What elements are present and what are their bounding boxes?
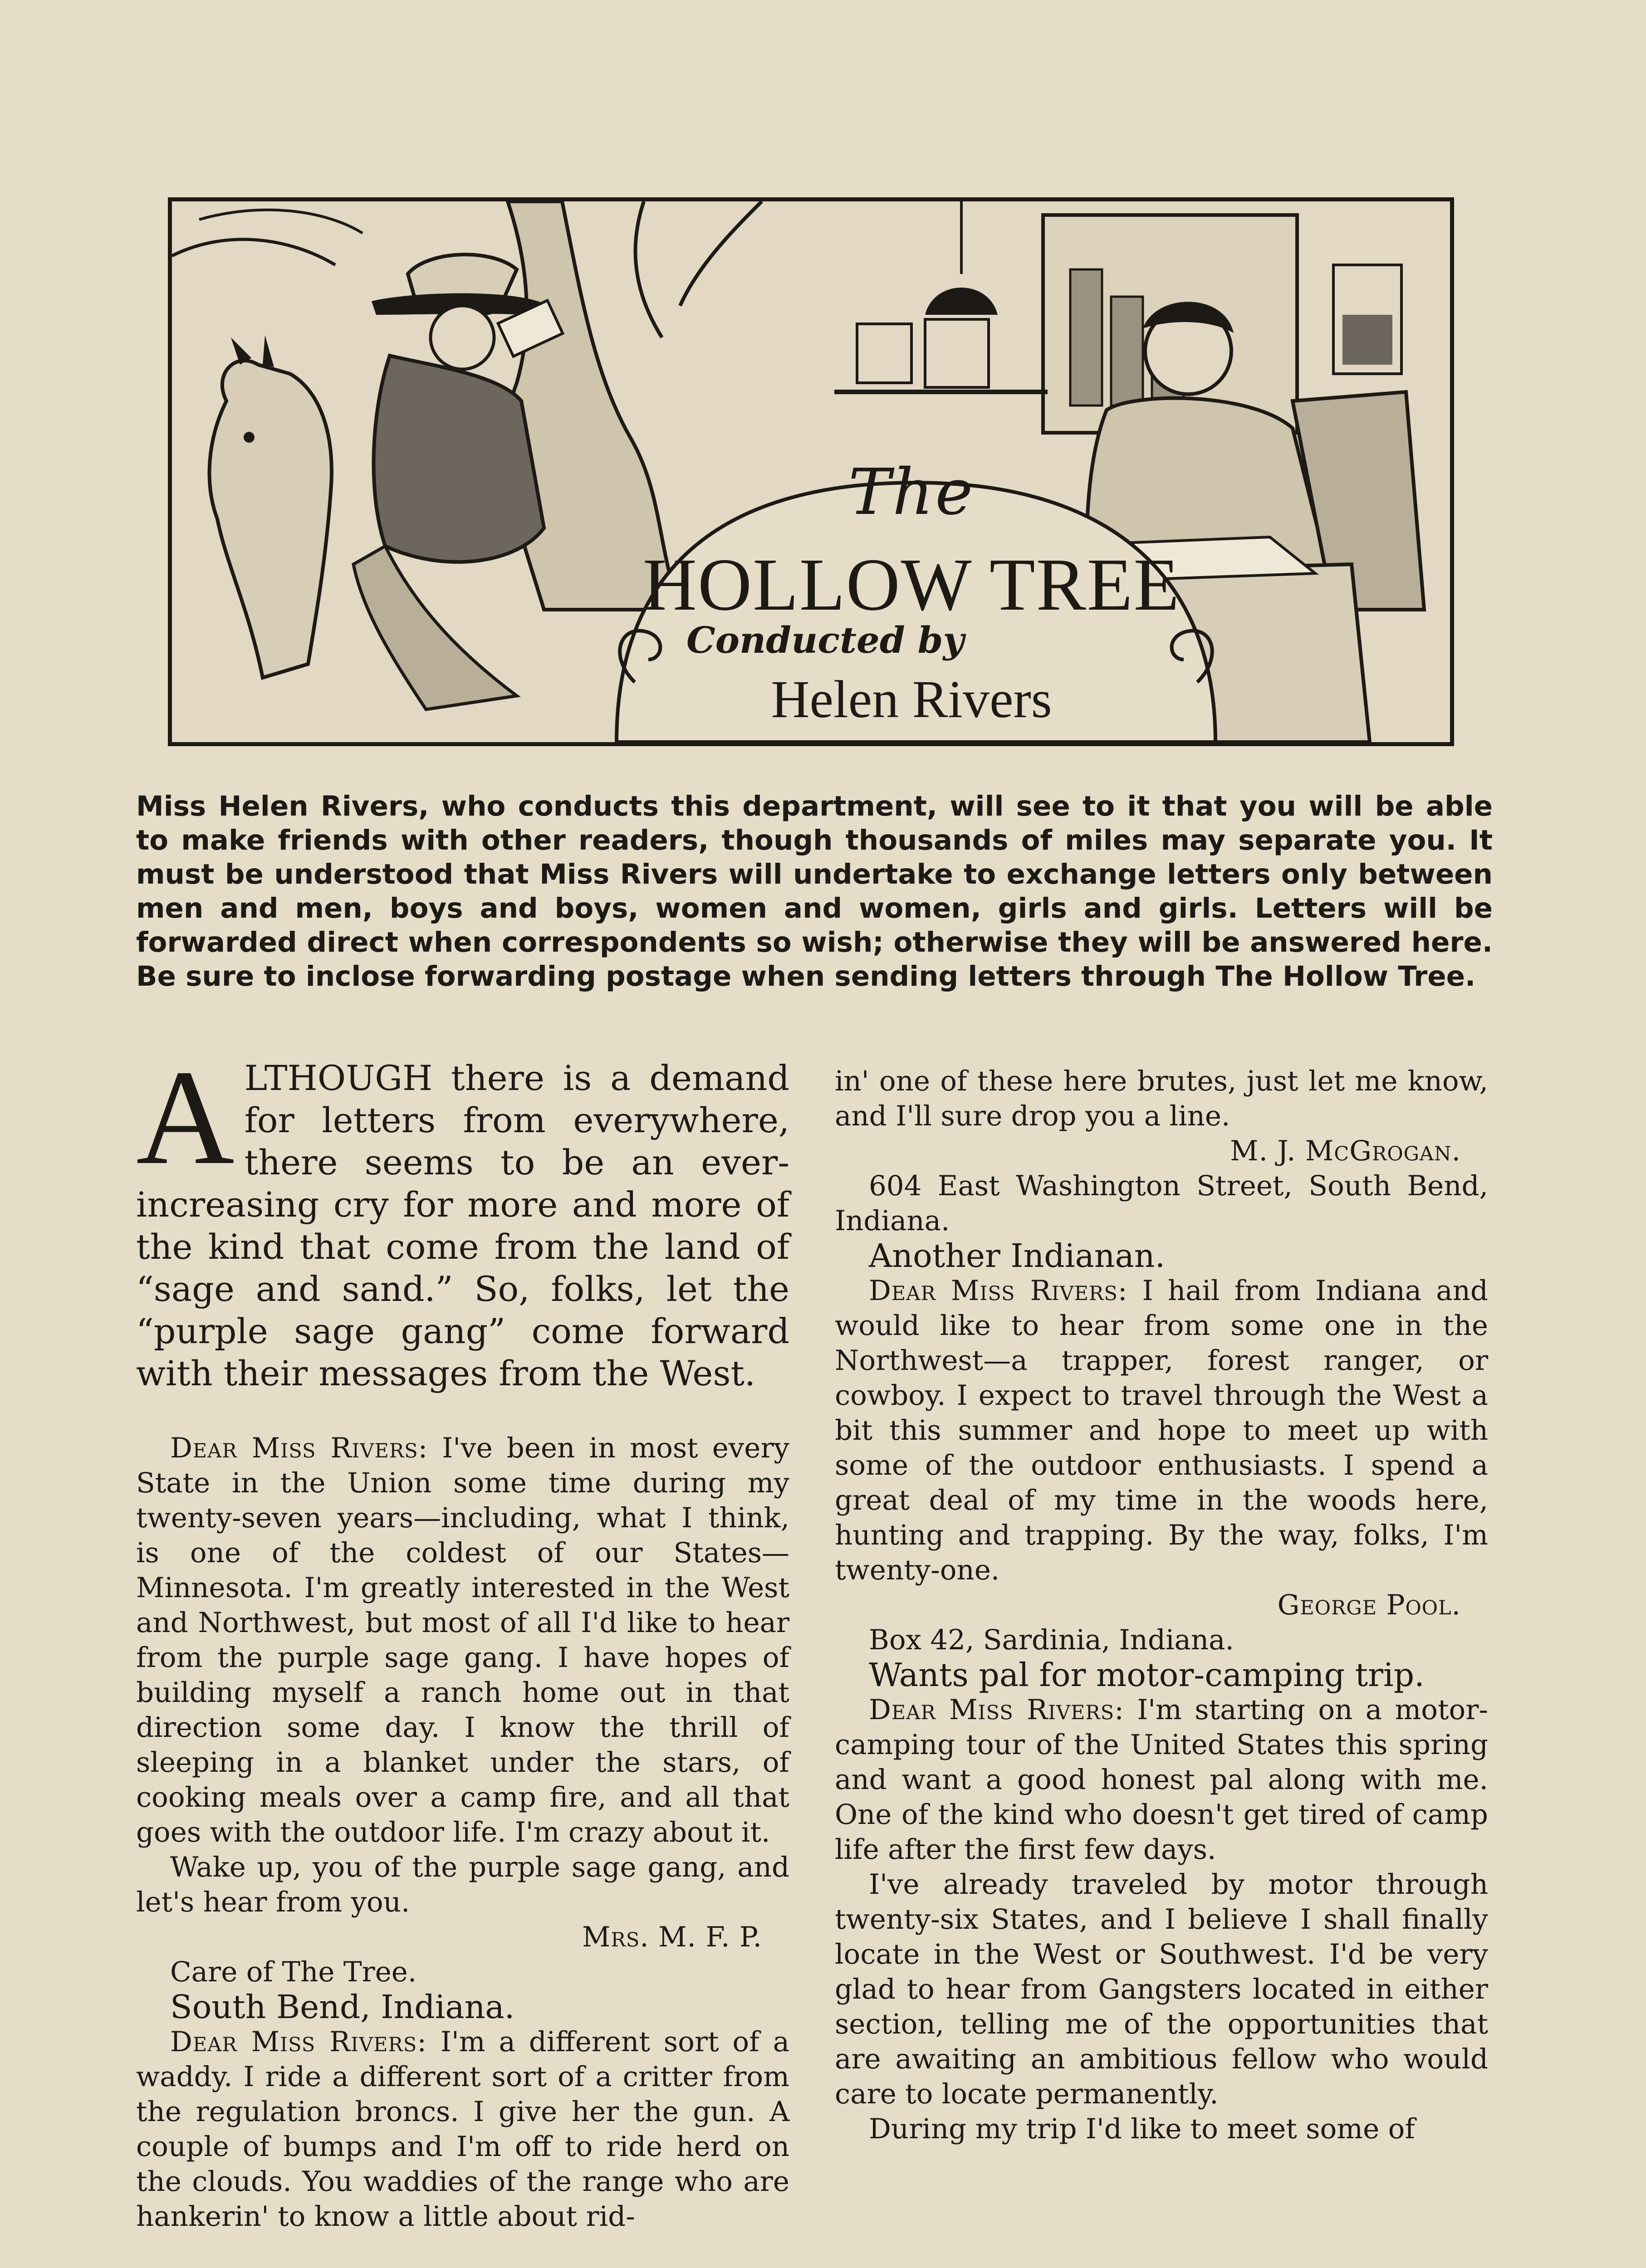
title-the: The	[848, 455, 975, 529]
signature: George Pool.	[1277, 1589, 1461, 1621]
intro-paragraph: Miss Helen Rivers, who conducts this department, will see to it that you will be able to make friends with other readers, though thousands of miles may separate you. It must be understood that Miss Rivers will undertake to exchange letters only between men and men, boys and boys, women and women, girls and girls. Letters will be forwarded direct when correspondents so wish; otherwise they will be answered here. Be sure to inclose forwarding postage when sending letters through The Hollow Tree.	[136, 790, 1493, 992]
letter-paragraph: I've already traveled by motor through twenty-six States, and I believe I shall finally locate in the West or Southwest. I'd be very glad to hear from Gangsters located in either section, telling me of the opportunities that are awaiting an ambitious fellow who would care to locate permanently.	[835, 1868, 1488, 2110]
letter-paragraph: in' one of these here brutes, just let me know, and I'll sure drop you a line.	[835, 1065, 1488, 1132]
right-column	[835, 1064, 1488, 2146]
letter-paragraph	[136, 2024, 789, 2234]
letter-paragraph	[136, 1431, 789, 1850]
letter-text: I'm starting on a motor-camping tour of the United States this spring and want a good honest pal along with me. One of the kind who doesn't get tired of camp life after the first few days.	[835, 1694, 1489, 1866]
address: Box 42, Sardinia, Indiana.	[869, 1624, 1234, 1656]
header-illustration	[168, 197, 1454, 746]
letter-paragraph	[835, 1273, 1488, 1588]
signature: M. J. McGrogan.	[1230, 1135, 1461, 1167]
salutation: Dear Miss Rivers:	[170, 1432, 428, 1464]
salutation: Dear Miss Rivers:	[170, 2026, 427, 2058]
letter-text: I've been in most every State in the Union some time during my twenty-seven years—including, what I think, is one of the coldest of our States—Minnesota. I'm greatly interested in the West and Northwest, but most of all I'd like to hear from the purple sage gang. I have hopes of building myself a ranch home out in that direction some day. I know the thrill of sleeping in a blanket under the stars, of cooking meals over a camp fire, and all that goes with the outdoor life. I'm crazy about it.	[136, 1432, 790, 1848]
department-title: HOLLOW TREE	[642, 543, 1181, 626]
section-heading: Wants pal for motor-camping trip.	[869, 1656, 1425, 1694]
section-heading: South Bend, Indiana.	[170, 1988, 515, 2026]
salutation: Dear Miss Rivers:	[869, 1275, 1128, 1307]
letter-paragraph	[835, 1692, 1488, 1867]
lead-paragraph: LTHOUGH there is a demand for letters from everywhere, there seems to be an ever-increasing cry for more and more of the kind that come from the land of “sage and sand.” So, folks, let the “purple sage gang” come forward with their messages from the West.	[136, 1058, 789, 1393]
letter-text: I hail from Indiana and would like to hear from some one in the Northwest—a trapper, forest ranger, or cowboy. I expect to travel through the West a bit this summer and hope to meet up with some of the outdoor enthusiasts. I spend a great deal of my time in the woods here, hunting and trapping. By the way, folks, I'm twenty-one.	[835, 1275, 1488, 1586]
letter-paragraph: Wake up, you of the purple sage gang, and let's hear from you.	[136, 1851, 789, 1918]
salutation: Dear Miss Rivers:	[869, 1694, 1124, 1726]
address: Care of The Tree.	[170, 1956, 417, 1988]
letter-paragraph: During my trip I'd like to meet some of	[869, 2113, 1415, 2145]
signature: Mrs. M. F. P.	[582, 1921, 762, 1953]
drop-cap: A	[136, 1042, 235, 1193]
address: 604 East Washington Street, South Bend, Indiana.	[835, 1170, 1488, 1237]
letter-text: I'm a different sort of a waddy. I ride a different sort of a critter from the regulation broncs. I give her the gun. A couple of bumps and I'm off to ride herd on the clouds. You waddies of the range who are hankerin' to know a little about rid-	[136, 2026, 790, 2233]
left-column	[136, 1042, 790, 2234]
section-heading: Another Indianan.	[869, 1237, 1166, 1275]
editor-name: Helen Rivers	[771, 670, 1052, 729]
title-block	[172, 201, 1450, 742]
title-conducted-by: Conducted by	[686, 619, 965, 661]
